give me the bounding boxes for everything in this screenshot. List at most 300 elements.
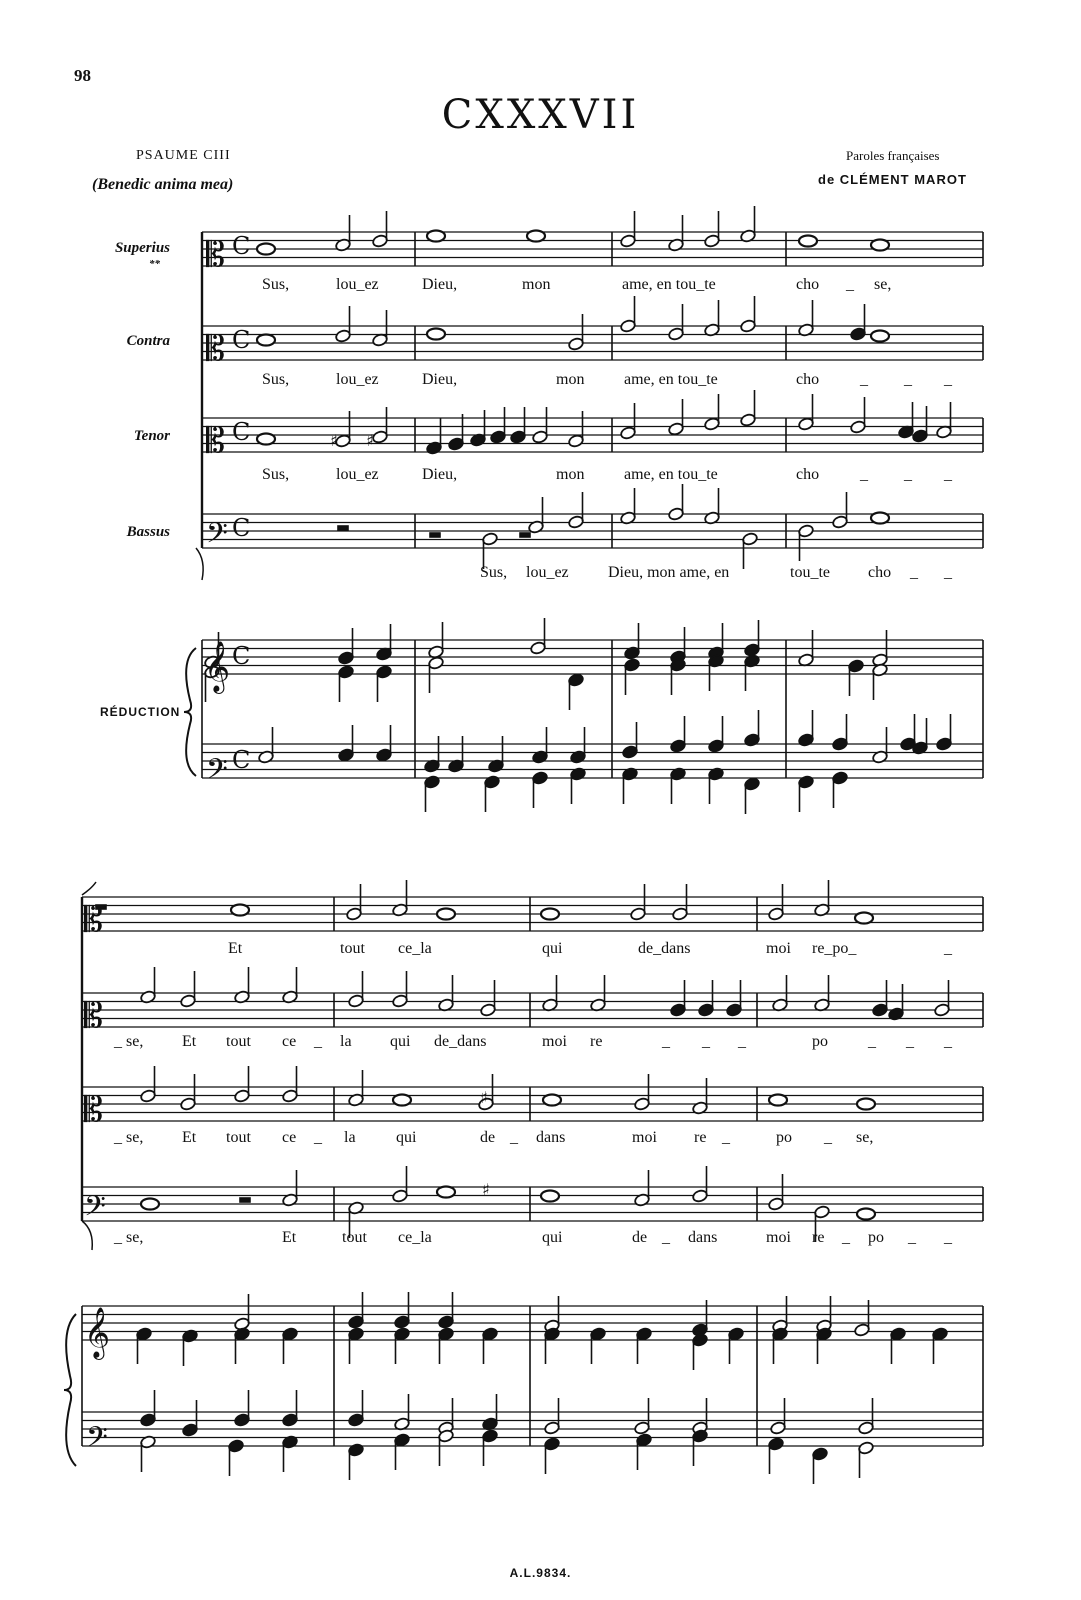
half-note (768, 884, 785, 921)
half-note (348, 971, 365, 1008)
bracket-curl (82, 882, 96, 895)
f-clef: 𝄢 (84, 1190, 106, 1230)
lyric-s1-contra-2: Dieu, (422, 371, 458, 388)
lyric-s2-bassus-3: ce_la (398, 1229, 432, 1246)
half-note (858, 1441, 875, 1478)
quarter-note (394, 1292, 411, 1329)
lyric-s2-tenor-12: _ (722, 1129, 730, 1146)
half-note (634, 1170, 651, 1207)
quarter-note (932, 1327, 949, 1364)
barlines (64, 232, 983, 1466)
lyric-s2-tenor-11: re (694, 1129, 707, 1146)
lyric-s2-tenor-0: _ se, (114, 1129, 144, 1146)
half-note (770, 1398, 787, 1435)
f-clef: 𝄢 (86, 1421, 108, 1461)
half-note (668, 304, 685, 341)
half-note (140, 1066, 157, 1103)
lyric-s2-contra-0: _ se, (114, 1033, 144, 1050)
quarter-note (622, 722, 639, 759)
lyric-s2-contra-12: _ (738, 1033, 746, 1050)
quarter-note (624, 623, 641, 660)
quarter-note (848, 659, 865, 696)
whole-note (855, 913, 873, 924)
time-signature: C (232, 746, 251, 774)
half-note (620, 296, 637, 333)
quarter-note (338, 665, 355, 702)
half-note (740, 390, 757, 427)
quarter-note (448, 736, 465, 773)
quarter-note (376, 624, 393, 661)
rest (240, 1198, 250, 1202)
quarter-note (338, 628, 355, 665)
whole-note (769, 1095, 787, 1106)
half-note (704, 394, 721, 431)
c-clef: 𝄡 (84, 900, 103, 940)
f-clef: 𝄢 (206, 753, 228, 793)
lyric-s1-tenor-3: mon (556, 466, 585, 483)
whole-note (527, 231, 545, 242)
lyric-s2-contra-13: po (812, 1033, 828, 1050)
lyric-s2-superius-7: _ (944, 940, 952, 957)
lyric-s2-contra-3: ce (282, 1033, 297, 1050)
whole-note (871, 331, 889, 342)
lyric-s1-contra-3: mon (556, 371, 585, 388)
half-note (530, 618, 547, 655)
lyric-s2-tenor-2: tout (226, 1129, 251, 1146)
quarter-note (136, 1327, 153, 1364)
lyric-s2-tenor-15: se, (856, 1129, 874, 1146)
half-note (704, 300, 721, 337)
quarter-note (912, 406, 929, 443)
lyric-s2-superius-5: moi (766, 940, 791, 957)
quarter-note (470, 410, 487, 447)
time-signature: C (232, 418, 251, 447)
lyric-s2-bassus-9: re (812, 1229, 825, 1246)
lyric-s2-bassus-6: _ (662, 1229, 670, 1246)
half-note (692, 1398, 709, 1435)
staff-lines (82, 232, 983, 1446)
half-note (668, 484, 685, 521)
half-note (140, 967, 157, 1004)
lyric-s1-contra-1: lou_ez (336, 371, 379, 388)
quarter-note (282, 1390, 299, 1427)
lyric-s2-contra-1: Et (182, 1033, 197, 1050)
quarter-note (544, 1327, 561, 1364)
lyric-s2-bassus-12: _ (908, 1229, 916, 1246)
rest (520, 533, 530, 537)
quarter-note (670, 658, 687, 695)
page-title: CXXXVII (441, 92, 640, 138)
whole-note (393, 1095, 411, 1106)
quarter-note (812, 1447, 829, 1484)
words-credit: Paroles françaises (846, 148, 940, 163)
whole-note (541, 1191, 559, 1202)
quarter-note (728, 1327, 745, 1364)
c-clef: 𝄡 (84, 996, 103, 1036)
quarter-note (532, 771, 549, 808)
half-note (282, 967, 299, 1004)
half-note (258, 727, 275, 764)
lyric-s2-contra-15: _ (906, 1033, 914, 1050)
lyric-s2-superius-1: tout (340, 940, 365, 957)
lyric-s2-bassus-11: po (868, 1229, 884, 1246)
lyric-s2-superius-4: de_dans (638, 940, 691, 957)
whole-note (543, 1095, 561, 1106)
half-note (704, 488, 721, 525)
quarter-note (636, 1327, 653, 1364)
lyric-s1-superius-2: Dieu, (422, 276, 458, 293)
author-credit: de CLÉMENT MAROT (818, 172, 967, 187)
half-note (692, 1078, 709, 1115)
whole-note (857, 1209, 875, 1220)
lyric-s2-bassus-13: _ (944, 1229, 952, 1246)
lyric-s1-bassus-4: cho (868, 564, 892, 581)
quarter-note (394, 1327, 411, 1364)
rest (338, 526, 348, 530)
voice-label-tenor: Tenor (133, 428, 170, 444)
sharp-sign: ♯ (366, 431, 374, 450)
half-note (282, 1066, 299, 1103)
half-note (392, 1166, 409, 1203)
half-note (372, 310, 389, 347)
whole-note (437, 1187, 455, 1198)
lyric-s2-tenor-6: qui (396, 1129, 417, 1146)
lyric-s1-bassus-6: _ (944, 564, 952, 581)
half-note (335, 306, 352, 343)
quarter-note (898, 402, 915, 439)
time-signature: C (232, 642, 251, 670)
lyric-s2-bassus-5: de (632, 1229, 648, 1246)
lyric-s1-tenor-2: Dieu, (422, 466, 458, 483)
quarter-note (448, 414, 465, 451)
lyric-s1-contra-0: Sus, (262, 371, 290, 388)
quarter-note (482, 1327, 499, 1364)
half-note (180, 1074, 197, 1111)
quarter-note (438, 1327, 455, 1364)
whole-note (427, 231, 445, 242)
half-note (180, 971, 197, 1008)
quarter-note (708, 623, 725, 660)
half-note (620, 211, 637, 248)
whole-note (437, 909, 455, 920)
quarter-note (744, 710, 761, 747)
quarter-note (670, 627, 687, 664)
lyric-s2-contra-7: de_dans (434, 1033, 487, 1050)
lyric-s2-bassus-10: _ (842, 1229, 850, 1246)
lyric-s1-bassus-0: Sus, (480, 564, 508, 581)
lyric-s1-contra-8: _ (944, 371, 952, 388)
quarter-note (832, 714, 849, 751)
whole-note (871, 240, 889, 251)
half-note (568, 492, 585, 529)
quarter-note (490, 407, 507, 444)
lyric-s1-tenor-6: _ (860, 466, 868, 483)
lyric-s2-tenor-14: _ (824, 1129, 832, 1146)
lyric-s2-contra-16: _ (944, 1033, 952, 1050)
quarter-note (234, 1327, 251, 1364)
lyric-s2-tenor-1: Et (182, 1129, 197, 1146)
quarter-note (850, 304, 867, 341)
quarter-note (394, 1433, 411, 1470)
quarter-note (636, 1433, 653, 1470)
voice-label-bassus: Bassus (126, 524, 170, 540)
quarter-note (936, 714, 953, 751)
quarter-note (692, 1429, 709, 1466)
c-clef: 𝄡 (206, 329, 225, 369)
brace (64, 1314, 76, 1466)
voice-label-contra: Contra (126, 333, 170, 349)
quarter-note (622, 767, 639, 804)
half-note (798, 300, 815, 337)
lyric-s2-contra-14: _ (868, 1033, 876, 1050)
half-note (634, 1398, 651, 1435)
quarter-note (568, 673, 585, 710)
lyric-s2-superius-3: qui (542, 940, 563, 957)
quarter-note (438, 1292, 455, 1329)
quarter-note (708, 654, 725, 691)
half-note (620, 488, 637, 525)
quarter-note (670, 767, 687, 804)
quarter-note (872, 980, 889, 1017)
lyric-s2-contra-9: re (590, 1033, 603, 1050)
quarter-note (348, 1443, 365, 1480)
quarter-note (708, 716, 725, 753)
quarter-note (726, 980, 743, 1017)
lyric-s2-bassus-4: qui (542, 1229, 563, 1246)
lyric-s2-superius-6: re_po_ (812, 940, 857, 957)
lyric-s1-superius-1: lou_ez (336, 276, 379, 293)
quarter-note (282, 1327, 299, 1364)
quarter-note (426, 418, 443, 455)
quarter-note (234, 1390, 251, 1427)
lyric-s1-bassus-5: _ (910, 564, 918, 581)
lyric-s2-bassus-2: tout (342, 1229, 367, 1246)
quarter-note (182, 1400, 199, 1437)
lyric-s1-bassus-1: lou_ez (526, 564, 569, 581)
lyric-s1-bassus-2: Dieu, mon ame, en (608, 564, 730, 581)
quarter-note (744, 620, 761, 657)
half-note (872, 663, 889, 700)
lyric-s2-superius-2: ce_la (398, 940, 432, 957)
half-note (740, 206, 757, 243)
whole-note (257, 434, 275, 445)
whole-note (871, 513, 889, 524)
lyric-s1-tenor-5: cho (796, 466, 820, 483)
c-clef: 𝄡 (206, 421, 225, 461)
whole-note (427, 329, 445, 340)
whole-note (257, 244, 275, 255)
whole-note (231, 905, 249, 916)
lyric-s1-contra-4: ame, en tou_te (624, 371, 718, 388)
half-note (668, 215, 685, 252)
half-note (814, 1205, 831, 1242)
quarter-note (482, 1429, 499, 1466)
half-note (438, 1429, 455, 1466)
quarter-note (832, 771, 849, 808)
lyric-s1-tenor-7: _ (904, 466, 912, 483)
quarter-note (692, 1333, 709, 1370)
quarter-note (816, 1327, 833, 1364)
half-note (672, 884, 689, 921)
quarter-note (228, 1439, 245, 1476)
lyric-s1-bassus-3: tou_te (790, 564, 830, 581)
quarter-note (888, 984, 905, 1021)
half-note (528, 497, 545, 534)
f-clef: 𝄢 (206, 517, 228, 557)
lyric-s1-tenor-8: _ (944, 466, 952, 483)
time-signature: C (232, 326, 251, 355)
quarter-note (376, 665, 393, 702)
lyric-s2-contra-8: moi (542, 1033, 567, 1050)
lyric-s2-bassus-1: Et (282, 1229, 297, 1246)
quarter-note (670, 716, 687, 753)
whole-note (799, 236, 817, 247)
half-note (392, 971, 409, 1008)
quarter-note (698, 980, 715, 1017)
voice-label-superius: Superius (114, 240, 170, 256)
quarter-note (570, 727, 587, 764)
half-note (348, 1201, 365, 1238)
latin-title: (Benedic anima mea) (92, 176, 234, 193)
c-clef: 𝄡 (206, 235, 225, 275)
lyric-s2-contra-2: tout (226, 1033, 251, 1050)
half-note (348, 1070, 365, 1107)
lyric-s2-superius-0: Et (228, 940, 243, 957)
whole-note (141, 1199, 159, 1210)
time-signature: C (232, 514, 251, 543)
sharp-sign: ♯ (330, 431, 338, 450)
half-note (704, 211, 721, 248)
sharp-sign: ♯ (482, 1180, 490, 1199)
quarter-note (624, 658, 641, 695)
quarter-note (348, 1292, 365, 1329)
rest (430, 533, 440, 537)
quarter-note (798, 775, 815, 812)
quarter-note (424, 736, 441, 773)
notes (96, 206, 952, 1484)
quarter-note (348, 1327, 365, 1364)
lyric-s2-tenor-8: _ (510, 1129, 518, 1146)
lyric-s1-superius-0: Sus, (262, 276, 290, 293)
quarter-note (890, 1327, 907, 1364)
lyric-s2-tenor-13: po (776, 1129, 792, 1146)
lyric-s1-superius-6: _ (846, 276, 854, 293)
lyric-s1-tenor-1: lou_ez (336, 466, 379, 483)
half-note (934, 980, 951, 1017)
lyric-s2-tenor-3: ce (282, 1129, 297, 1146)
quarter-note (670, 980, 687, 1017)
lyric-s1-superius-7: se, (874, 276, 892, 293)
bracket-curl (196, 548, 203, 580)
half-note (140, 1435, 157, 1472)
lyric-s2-contra-11: _ (702, 1033, 710, 1050)
quarter-note (798, 710, 815, 747)
psalm-label: PSAUME CIII (136, 148, 231, 163)
half-note (742, 532, 759, 569)
half-note (872, 727, 889, 764)
lyric-s2-contra-5: la (340, 1033, 352, 1050)
half-note (630, 884, 647, 921)
lyric-s2-tenor-9: dans (536, 1129, 566, 1146)
lyric-s1-contra-7: _ (904, 371, 912, 388)
quarter-note (570, 767, 587, 804)
half-note (372, 211, 389, 248)
quarter-note (744, 777, 761, 814)
half-note (346, 884, 363, 921)
whole-note (541, 909, 559, 920)
half-note (532, 407, 549, 444)
lyric-s1-tenor-4: ame, en tou_te (624, 466, 718, 483)
lyric-s1-superius-5: cho (796, 276, 820, 293)
clefs-and-signatures (84, 232, 490, 1461)
half-note (850, 397, 867, 434)
treble-clef: 𝄞 (204, 641, 231, 692)
half-note (282, 1170, 299, 1207)
whole-note (857, 1099, 875, 1110)
c-clef: 𝄡 (84, 1090, 103, 1130)
quarter-note (532, 727, 549, 764)
half-note (832, 492, 849, 529)
treble-clef: 𝄞 (84, 1307, 111, 1358)
whole-note (257, 335, 275, 346)
lyric-s2-bassus-7: dans (688, 1229, 718, 1246)
lyric-s2-contra-4: _ (314, 1033, 322, 1050)
page-number: 98 (74, 66, 91, 85)
quarter-note (590, 1327, 607, 1364)
lyric-s2-tenor-4: _ (314, 1129, 322, 1146)
half-note (482, 532, 499, 569)
lyric-s2-bassus-8: moi (766, 1229, 791, 1246)
half-note (234, 967, 251, 1004)
half-note (392, 880, 409, 917)
half-note (768, 1174, 785, 1211)
lyric-s2-contra-10: _ (662, 1033, 670, 1050)
quarter-note (708, 767, 725, 804)
quarter-note (744, 654, 761, 691)
sharp-sign: ♯ (480, 1088, 488, 1107)
quarter-note (772, 1327, 789, 1364)
half-note (544, 1398, 561, 1435)
half-note (634, 1074, 651, 1111)
half-note (234, 1066, 251, 1103)
lyric-s1-contra-5: cho (796, 371, 820, 388)
lyric-s2-tenor-7: de (480, 1129, 496, 1146)
half-note (372, 407, 389, 444)
half-note (620, 403, 637, 440)
quarter-note (424, 775, 441, 812)
quarter-note (768, 1437, 785, 1474)
time-signature: C (232, 232, 251, 261)
lyric-s1-superius-3: mon (522, 276, 551, 293)
quarter-note (348, 1390, 365, 1427)
quarter-note (282, 1435, 299, 1472)
half-note (234, 1294, 251, 1331)
half-note (936, 402, 953, 439)
half-note (480, 980, 497, 1017)
quarter-note (140, 1390, 157, 1427)
lyric-s2-contra-6: qui (390, 1033, 411, 1050)
lyric-s2-tenor-10: moi (632, 1129, 657, 1146)
voice-mark-superius: ** (149, 258, 160, 270)
quarter-note (544, 1437, 561, 1474)
lyric-s1-tenor-0: Sus, (262, 466, 290, 483)
lyric-s1-contra-6: _ (860, 371, 868, 388)
quarter-note (510, 407, 527, 444)
half-note (798, 524, 815, 561)
half-note (568, 411, 585, 448)
plate-number: A.L.9834. (509, 1566, 572, 1580)
quarter-note (182, 1329, 199, 1366)
